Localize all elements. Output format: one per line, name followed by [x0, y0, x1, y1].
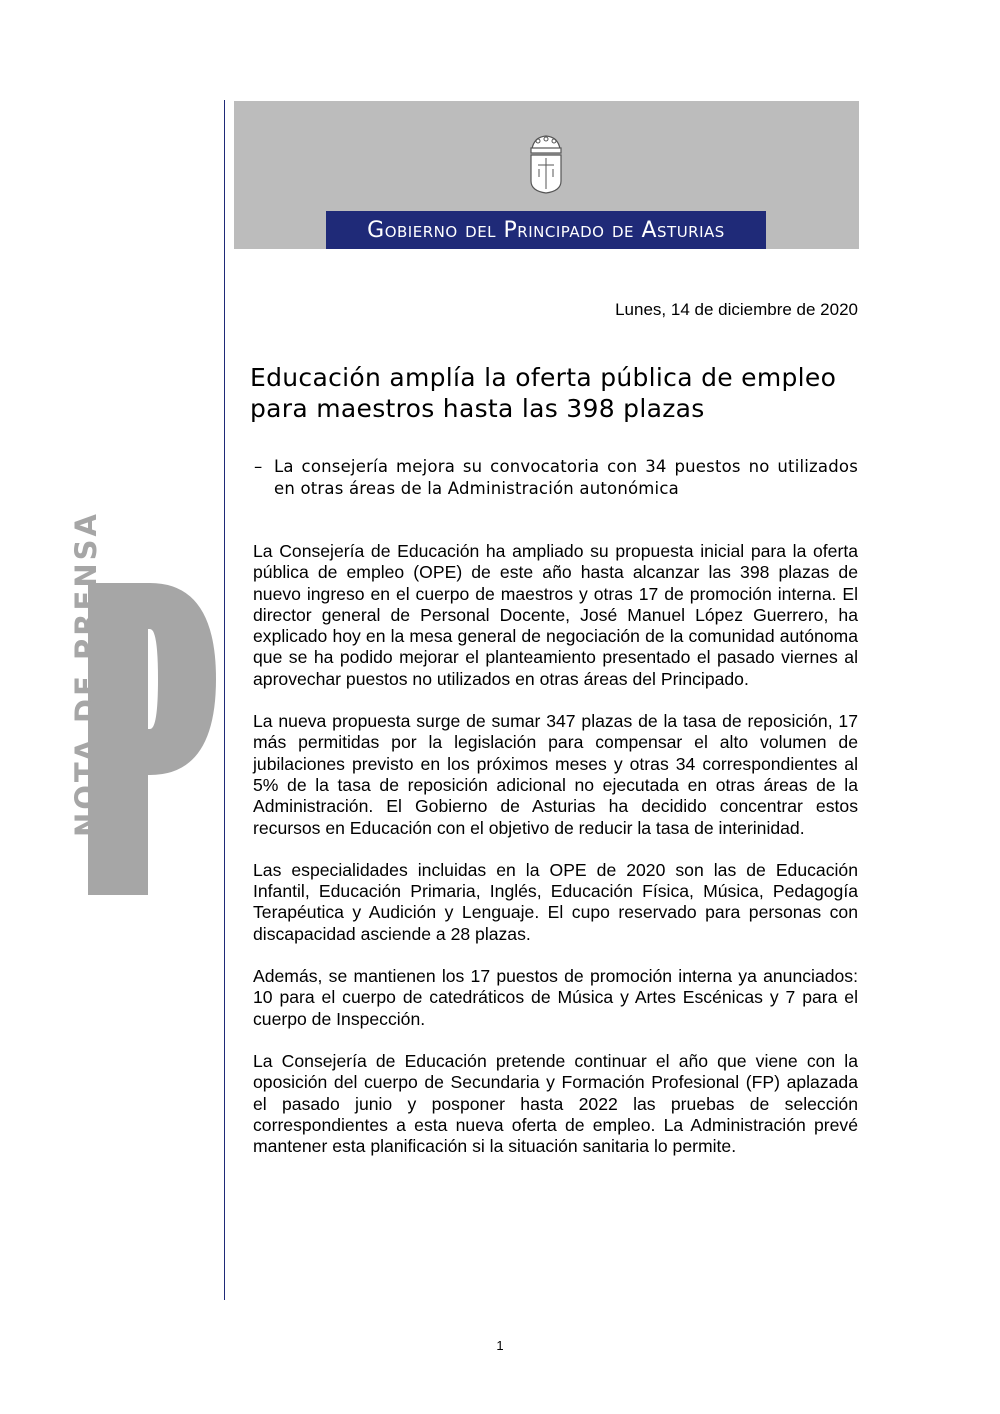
- body-paragraph: La nueva propuesta surge de sumar 347 plazas de la tasa de reposición, 17 más permitidas por la legislación para compensar el alto volumen de jubilaciones previsto en los próximos meses y otras 34 correspondientes al 5% de la tasa de reposición adicional no ejecutada en otras áreas de la Administración. El Gobierno de Asturias ha decidido concentrar estos recursos en Educación con el objetivo de reducir la tasa de interinidad.: [253, 711, 858, 838]
- page-number: 1: [496, 1338, 504, 1353]
- body-paragraph: La Consejería de Educación ha ampliado su propuesta inicial para la oferta pública de empleo (OPE) de este año hasta alcanzar las 398 plazas de nuevo ingreso en el cuerpo de maestros y otras 17 de promoción interna. El director general de Personal Docente, José Manuel López Guerrero, ha explicado hoy en la mesa general de negociación de la comunidad autónoma que se ha podido mejorar el planteamiento presentado el pasado viernes al aprovechar puestos no utilizados en otras áreas del Principado.: [253, 541, 858, 689]
- body-paragraph: Además, se mantienen los 17 puestos de promoción interna ya anunciados: 10 para el cuerpo de catedráticos de Música y Artes Escénicas y 7 para el cuerpo de Inspección.: [253, 966, 858, 1029]
- p-letter-icon: [88, 583, 216, 895]
- article-body: [253, 541, 858, 1178]
- header-banner: [234, 101, 859, 249]
- body-paragraph: Las especialidades incluidas en la OPE de 2020 son las de Educación Infantil, Educación Primaria, Inglés, Educación Física, Música, Pedagogía Terapéutica y Audición y Lenguaje. El cupo reservado para personas con discapacidad asciende a 28 plazas.: [253, 859, 858, 944]
- subtitle-text: La consejería mejora su convocatoria con 34 puestos no utilizados en otras áreas de la Administración autonómica: [274, 457, 858, 498]
- body-paragraph: La Consejería de Educación pretende continuar el año que viene con la oposición del cuerpo de Secundaria y Formación Profesional (FP) aplazada el pasado junio y posponer hasta 2022 las pruebas de selección correspondientes a esta nueva oferta de empleo. La Administración prevé mantener esta planificación si la situación sanitaria lo permite.: [253, 1050, 858, 1157]
- press-release-label: NOTA DE PRENSA: [69, 511, 103, 837]
- margin-rule: [224, 100, 225, 1300]
- subtitle-dash: –: [254, 457, 263, 476]
- government-name-bar: Gobierno del Principado de Asturias: [326, 211, 766, 249]
- publication-date: Lunes, 14 de diciembre de 2020: [615, 300, 858, 319]
- article-subtitle: [254, 456, 858, 500]
- coat-of-arms-icon: [526, 133, 566, 195]
- article-headline: Educación amplía la oferta pública de empleo para maestros hasta las 398 plazas: [250, 363, 837, 423]
